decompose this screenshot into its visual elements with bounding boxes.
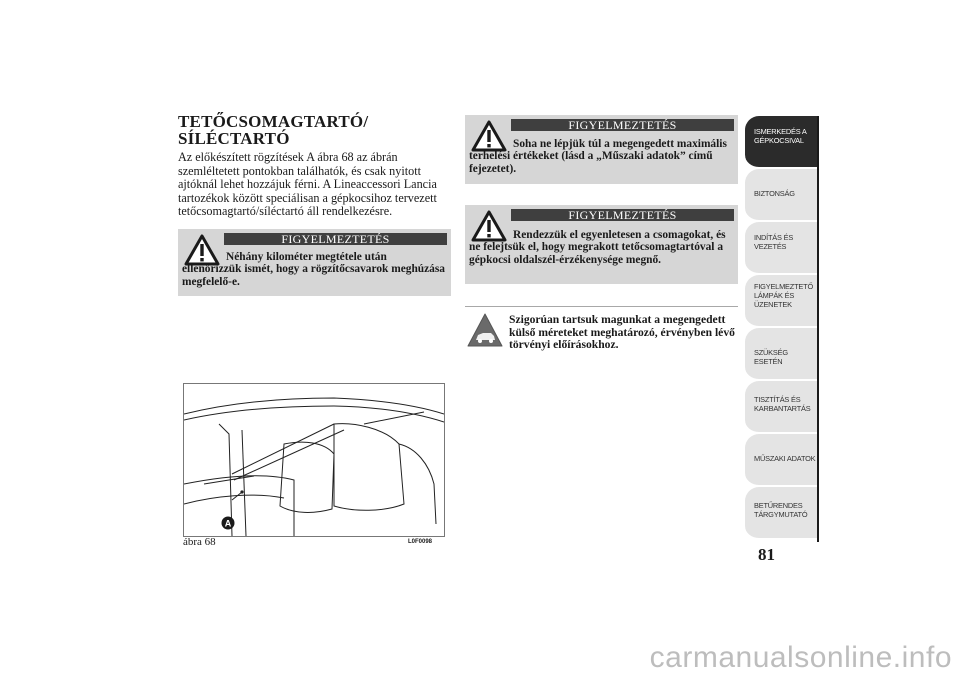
warning-text: Rendezzük el egyenletesen a csomagokat, és ne felejtsük el, hogy megrakott tetőcsomagtartóval a gépkocsi oldalszél-érzékenysége megnő. bbox=[469, 229, 726, 266]
warning-box-2 bbox=[465, 115, 738, 184]
divider bbox=[465, 306, 738, 307]
tab-label: BIZTONSÁG bbox=[754, 189, 795, 198]
section-title-line1: TETŐCSOMAGTARTÓ/ bbox=[178, 112, 369, 131]
car-interior-illustration bbox=[184, 384, 444, 536]
tab-biztonsag[interactable] bbox=[745, 169, 819, 222]
sidebar-edge bbox=[817, 116, 819, 542]
tab-label: INDÍTÁS ÉS VEZETÉS bbox=[754, 233, 794, 251]
tab-label: TISZTÍTÁS ÉS KARBANTARTÁS bbox=[754, 395, 811, 413]
tab-figyelmezteto[interactable] bbox=[745, 275, 819, 328]
intro-paragraph: Az előkészített rögzítések A ábra 68 az ábrán szemléltetett pontokban találhatók, és csak nyitott ajtóknál lehet hozzájuk férni. A Lineaccessori Lancia tartozékok között speciálisan a gépkocsihoz tervezett tetőcsomagtartó/síléctartó áll rendelkezésre. bbox=[178, 150, 437, 219]
warning-box-3 bbox=[465, 205, 738, 284]
tab-label: ISMERKEDÉS A GÉPKOCSIVAL bbox=[754, 127, 807, 145]
tab-tisztitas[interactable] bbox=[745, 381, 819, 434]
watermark: carmanualsonline.info bbox=[649, 641, 952, 674]
tab-label: FIGYELMEZTETŐ LÁMPÁK ÉS ÜZENETEK bbox=[754, 282, 813, 309]
tab-szukseg[interactable] bbox=[745, 328, 819, 381]
figure-car-roof-mount bbox=[183, 383, 445, 537]
figure-marker: A bbox=[224, 518, 232, 529]
page-number: 81 bbox=[758, 545, 775, 564]
warning-text: Néhány kilométer megtétele után ellenőrizzük ismét, hogy a rögzítőcsavarok meghúzása megfelelő-e. bbox=[182, 251, 446, 288]
figure-code: L0F0098 bbox=[408, 539, 433, 545]
tab-ismerkedes[interactable] bbox=[745, 116, 819, 169]
warning-text: Soha ne lépjük túl a megengedett maximális terhelési értékeket (lásd a „Műszaki adatok” című fejezetet). bbox=[469, 138, 727, 175]
warning-label: FIGYELMEZTETÉS bbox=[511, 209, 734, 221]
figure-caption: ábra 68 bbox=[183, 536, 216, 548]
section-title bbox=[178, 113, 438, 147]
tab-label: MŰSZAKI ADATOK bbox=[754, 454, 816, 463]
tab-label: BETŰRENDES TÁRGYMUTATÓ bbox=[754, 501, 808, 519]
tab-label: SZÜKSÉG ESETÉN bbox=[754, 348, 788, 366]
tab-muszaki[interactable] bbox=[745, 434, 819, 487]
warning-label: FIGYELMEZTETÉS bbox=[224, 233, 447, 245]
warning-box-1 bbox=[178, 229, 451, 296]
section-title-line2: SÍLÉCTARTÓ bbox=[178, 129, 290, 148]
environment-car-icon bbox=[466, 312, 504, 348]
tab-inditas[interactable] bbox=[745, 222, 819, 275]
environment-note: Szigorúan tartsuk magunkat a megengedett külső méreteket meghatározó, érvényben lévő törvényi előírásokhoz. bbox=[509, 313, 735, 352]
tab-betulrendes[interactable] bbox=[745, 487, 819, 540]
warning-label: FIGYELMEZTETÉS bbox=[511, 119, 734, 131]
